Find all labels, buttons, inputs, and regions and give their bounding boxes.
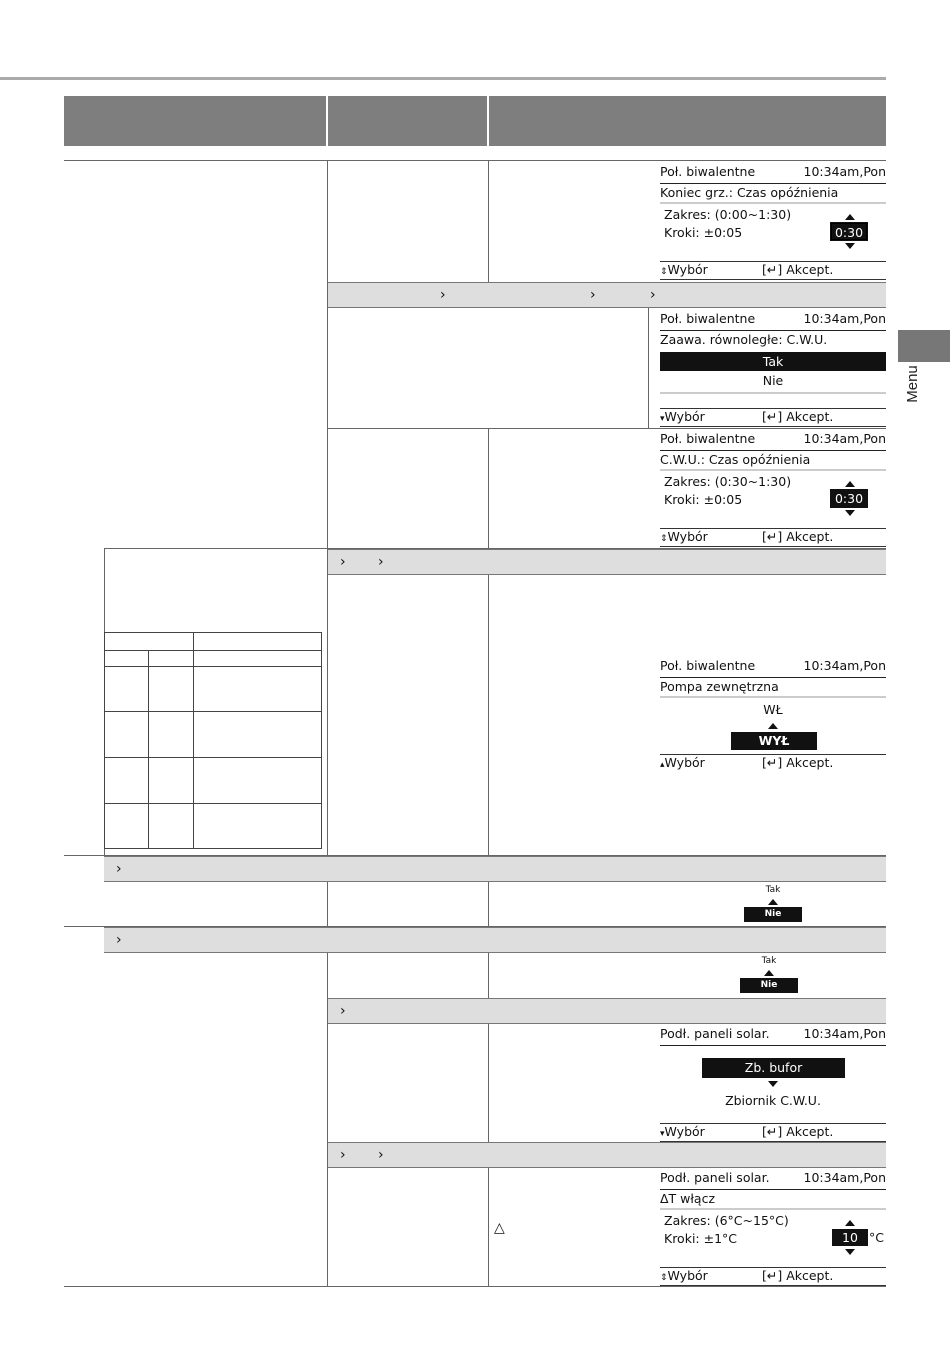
chevron-right-icon: › [378, 1147, 384, 1163]
chevron-right-icon: › [116, 861, 122, 877]
screen-title: Poł. biwalentne [660, 311, 756, 326]
section-bar [328, 998, 886, 1024]
row-divider [328, 428, 886, 429]
section-bar [328, 549, 886, 575]
chevron-right-icon: › [590, 287, 596, 303]
screen-time: 10:34am,Pon [803, 164, 886, 179]
chevron-right-icon: › [378, 554, 384, 570]
footer-accept: [↵] Akcept. [762, 1268, 834, 1283]
unit-label: °C [869, 1230, 884, 1245]
screen-title: Poł. biwalentne [660, 658, 756, 673]
section-bar [104, 927, 886, 953]
row-divider [64, 160, 886, 161]
down-icon: ▾ [660, 1129, 665, 1139]
table-header-col1 [64, 96, 326, 146]
value-box[interactable]: 0:30 [831, 223, 867, 240]
section-bar [328, 1142, 886, 1168]
screen-time: 10:34am,Pon [803, 658, 886, 673]
col-divider [327, 160, 328, 855]
screen-subtitle: Pompa zewnętrzna [660, 679, 779, 694]
arrow-down-icon [768, 1081, 778, 1087]
lcd-screen-external-pump [660, 658, 886, 774]
arrow-up-icon [768, 723, 778, 729]
screen-time: 10:34am,Pon [803, 311, 886, 326]
lcd-screen-solar-connection [660, 1026, 886, 1142]
up-icon: ▴ [660, 760, 665, 770]
lcd-screen-parallel [660, 311, 886, 427]
col-divider [488, 953, 489, 998]
table-header-col3 [489, 96, 886, 146]
option-other[interactable]: Tak [761, 956, 777, 966]
side-tab-marker [898, 330, 950, 362]
footer-select: Wybór [667, 1268, 708, 1283]
col-divider [488, 1024, 489, 1142]
footer-accept: [↵] Akcept. [762, 409, 834, 424]
footer-select: Wybór [664, 409, 705, 424]
option-selected[interactable]: Zb. bufor [702, 1058, 845, 1078]
footer-select: Wybór [667, 529, 708, 544]
range-text: Zakres: (6°C~15°C) [664, 1213, 789, 1228]
option-selected[interactable]: WYŁ [731, 732, 817, 750]
option-selected[interactable]: Tak [660, 352, 886, 371]
updown-icon: ⇕ [660, 534, 668, 544]
col-divider [648, 308, 649, 428]
step-text: Kroki: ±0:05 [664, 225, 743, 240]
chevron-right-icon: › [650, 287, 656, 303]
updown-icon: ⇕ [660, 1273, 668, 1283]
range-text: Zakres: (0:30~1:30) [664, 474, 792, 489]
step-text: Kroki: ±0:05 [664, 492, 743, 507]
arrow-down-icon [845, 1249, 855, 1255]
screen-title: Podł. paneli solar. [660, 1170, 770, 1185]
arrow-down-icon [845, 510, 855, 516]
screen-time: 10:34am,Pon [803, 1170, 886, 1185]
arrow-down-icon [845, 243, 855, 249]
arrow-up-icon [845, 214, 855, 220]
footer-accept: [↵] Akcept. [762, 262, 834, 277]
footer-select: Wybór [667, 262, 708, 277]
chevron-right-icon: › [116, 932, 122, 948]
side-tab-label: Menu [904, 365, 921, 403]
col-divider [488, 575, 489, 855]
lcd-screen-delta-t [660, 1170, 886, 1286]
step-text: Kroki: ±1°C [664, 1231, 738, 1246]
delta-icon: △ [494, 1220, 505, 1236]
mini-selector [738, 956, 800, 996]
col-divider [327, 882, 328, 926]
option-other[interactable]: Zbiornik C.W.U. [725, 1093, 821, 1108]
value-box[interactable]: 0:30 [831, 490, 867, 507]
mini-selector [742, 885, 804, 925]
option-other[interactable]: WŁ [763, 702, 783, 717]
col-divider [488, 1168, 489, 1286]
option-selected[interactable]: Nie [744, 907, 802, 922]
section-bar [328, 282, 886, 308]
screen-title: Poł. biwalentne [660, 164, 756, 179]
option-other[interactable]: Nie [762, 373, 784, 388]
updown-icon: ⇕ [660, 267, 668, 277]
section-bar [104, 856, 886, 882]
screen-subtitle: Zaawa. równoległe: C.W.U. [660, 332, 828, 347]
col-divider [488, 160, 489, 282]
screen-time: 10:34am,Pon [803, 431, 886, 446]
chevron-right-icon: › [340, 554, 346, 570]
mini-table [104, 632, 322, 849]
arrow-up-icon [845, 1220, 855, 1226]
value-box[interactable]: 10 [832, 1229, 868, 1246]
table-bottom-rule [64, 1286, 886, 1287]
top-rule [0, 77, 886, 80]
footer-accept: [↵] Akcept. [762, 1124, 834, 1139]
screen-title: Poł. biwalentne [660, 431, 756, 446]
range-text: Zakres: (0:00~1:30) [664, 207, 792, 222]
chevron-right-icon: › [340, 1147, 346, 1163]
arrow-up-icon [768, 899, 778, 905]
footer-select: Wybór [664, 1124, 705, 1139]
screen-title: Podł. paneli solar. [660, 1026, 770, 1041]
chevron-right-icon: › [340, 1003, 346, 1019]
lcd-screen-delay [660, 164, 886, 280]
footer-select: Wybór [664, 755, 705, 770]
lcd-screen-dhw-delay [660, 431, 886, 547]
option-selected[interactable]: Nie [740, 978, 798, 993]
screen-subtitle: Koniec grz.: Czas opóźnienia [660, 185, 839, 200]
table-header-col2 [328, 96, 487, 146]
screen-time: 10:34am,Pon [803, 1026, 886, 1041]
screen-subtitle: C.W.U.: Czas opóźnienia [660, 452, 811, 467]
down-icon: ▾ [660, 414, 665, 424]
option-other[interactable]: Tak [765, 885, 781, 895]
footer-accept: [↵] Akcept. [762, 529, 834, 544]
col-divider [488, 882, 489, 926]
chevron-right-icon: › [440, 287, 446, 303]
footer-accept: [↵] Akcept. [762, 755, 834, 770]
col-divider [488, 428, 489, 548]
arrow-up-icon [764, 970, 774, 976]
arrow-up-icon [845, 481, 855, 487]
screen-subtitle: ΔT włącz [660, 1191, 716, 1206]
